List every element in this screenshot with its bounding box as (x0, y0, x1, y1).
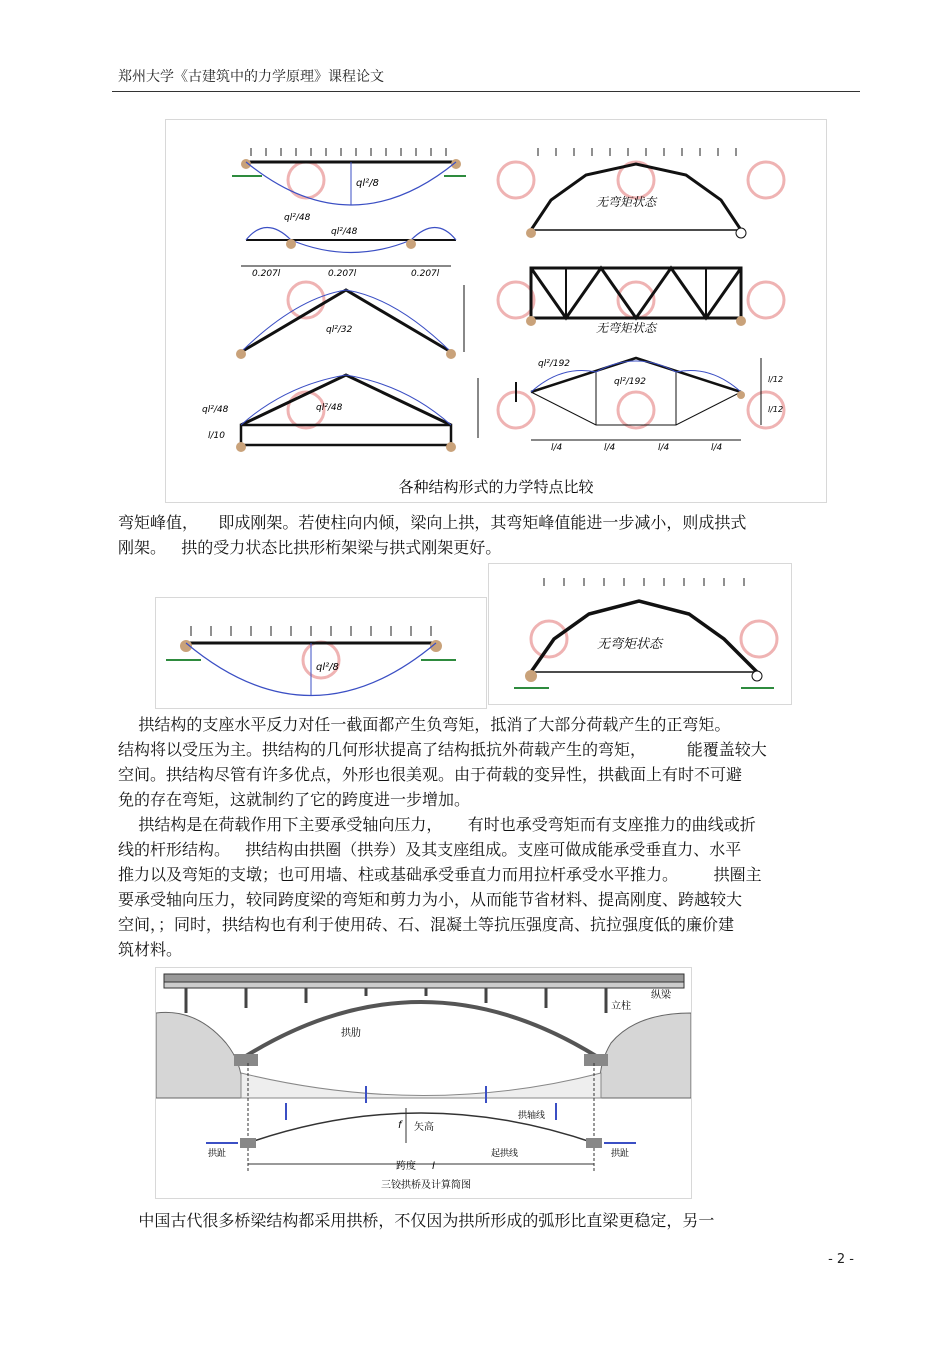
para3-line-1: 中国古代很多桥梁结构都采用拱桥，不仅因为拱所形成的弧形比直梁更稳定，另一 (118, 1211, 715, 1230)
calc-abut-left (240, 1138, 256, 1148)
para2-line-9: 空间，；同时，拱结构也有利于使用砖、石、混凝土等抗压强度高、抗拉强度低的廉价建 (118, 915, 735, 934)
figure-simple-beam (155, 597, 487, 709)
span-label-1: l/4 (551, 443, 563, 453)
continuous-support-right (406, 239, 416, 249)
label-l: l (432, 1161, 435, 1172)
gable-frame (241, 290, 451, 352)
para2-line-5: 拱结构是在荷载作用下主要承受轴向压力， 有时也承受弯矩而有支座推力的曲线或折 (118, 815, 756, 834)
trussed-mid-label: ql²/48 (316, 403, 343, 413)
arch3-no-moment-label: 无弯矩状态 (597, 637, 663, 652)
trussed-frame (241, 375, 451, 425)
page-number: - 2 - (828, 1252, 854, 1267)
para2-line-7: 推力以及弯矩的支墩；也可用墙、柱或基础承受垂直力而用拉杆承受水平推力。 拱圈主 (118, 865, 762, 884)
terrain-left (156, 1012, 242, 1098)
gable-moment-curve (241, 290, 451, 352)
arch-support-left (526, 228, 536, 238)
load-arrows-3 (544, 578, 744, 586)
para2-line-1: 拱结构的支座水平反力对任一截面都产生负弯矩，抵消了大部分荷载产生的正弯矩。 (118, 715, 731, 734)
bridge-deck (164, 974, 684, 982)
arch-diagram (489, 564, 791, 704)
label-stringer: 纵梁 (651, 990, 671, 1001)
figure-structural-comparison (165, 119, 827, 503)
beam-support-right (451, 159, 461, 169)
trussed-support-left (236, 442, 246, 452)
paragraph-arch-structure (118, 712, 863, 962)
riverbed (241, 1073, 601, 1098)
abutment-right (584, 1054, 608, 1066)
trussed-height-label: l/10 (208, 431, 225, 441)
continuous-left-label: ql²/48 (284, 213, 311, 223)
para2-line-6: 线的杆形结构。 拱结构由拱圈（拱券）及其支座组成。支座可做成能承受垂直力、水平 (118, 840, 742, 859)
beam2-moment-label: ql²/8 (316, 662, 339, 673)
abutment-left (234, 1054, 258, 1066)
bridge-stringer (164, 982, 684, 988)
bridge-arch-rib (246, 1002, 596, 1056)
dim-label-2: 0.207l (328, 269, 357, 279)
label-rise: 矢高 (414, 1122, 434, 1133)
load-arrows-2 (191, 626, 431, 636)
label-f: f (398, 1120, 402, 1131)
label-span: 跨度 (396, 1161, 416, 1172)
label-axis: 拱轴线 (518, 1111, 546, 1121)
header-rule (112, 91, 860, 92)
trussed-support-right (446, 442, 456, 452)
figure1-caption: 各种结构形式的力学特点比较 (398, 478, 594, 496)
para2-line-10: 筑材料。 (118, 940, 183, 959)
truss-support-left (526, 316, 536, 326)
calc-abut-right (586, 1138, 602, 1148)
paragraph-rigid-frame (118, 510, 838, 560)
load-arrows-beam (251, 148, 446, 156)
bowstring-height-label-1: l/12 (768, 375, 784, 384)
label-column: 立柱 (611, 1001, 631, 1012)
gable-support-right (446, 349, 456, 359)
truss-no-moment-label: 无弯矩状态 (596, 321, 657, 335)
para2-line-8: 要承受轴向压力，较同跨度梁的弯矩和剪力为小，从而能节省材料、提高刚度、跨越较大 (118, 890, 743, 909)
label-abut-right: 拱趾 (611, 1149, 630, 1159)
arch-support-right (736, 228, 746, 238)
beam-moment-label: ql²/8 (356, 178, 379, 189)
trussed-moment-curve (241, 375, 451, 425)
span-label-3: l/4 (658, 443, 670, 453)
para1-line-1: 弯矩峰值， 即成刚架。若使柱向内倾，梁向上拱，其弯矩峰值能进一步减小，则成拱式 (118, 513, 747, 532)
bowstring-mid-label: ql²/192 (614, 377, 647, 387)
simple-beam-diagram (156, 598, 486, 708)
beam-support-left (241, 159, 251, 169)
bowstring-support-right (737, 391, 745, 399)
paragraph-ancient-bridges (118, 1208, 838, 1233)
load-arrows-arch (538, 148, 736, 156)
bowstring-bottom (531, 392, 741, 425)
bridge-columns (186, 988, 606, 1013)
figure-arch (488, 563, 792, 705)
gable-moment-label: ql²/32 (326, 325, 353, 335)
arch3-support-right (752, 671, 762, 681)
structural-comparison-diagram (166, 120, 826, 502)
truss-web (531, 268, 741, 318)
continuous-mid-label: ql²/48 (331, 227, 358, 237)
dim-label-1: 0.207l (252, 269, 281, 279)
trussed-left-label: ql²/48 (202, 405, 229, 415)
arch-bridge-diagram (156, 968, 691, 1198)
gable-support-left (236, 349, 246, 359)
label-abut-left: 拱趾 (208, 1149, 227, 1159)
label-springing: 起拱线 (491, 1149, 519, 1159)
para2-line-2: 结构将以受压为主。拱结构的几何形状提高了结构抵抗外荷载产生的弯矩， 能覆盖较大 (118, 740, 767, 759)
para2-line-3: 空间。拱结构尽管有许多优点，外形也很美观。由于荷载的变异性，拱截面上有时不可避 (118, 765, 743, 784)
trussed-base (241, 425, 451, 445)
figure-arch-bridge (155, 967, 692, 1199)
figure4-caption: 三铰拱桥及计算简图 (381, 1180, 471, 1191)
arch-no-moment-label: 无弯矩状态 (596, 195, 657, 209)
span-label-4: l/4 (711, 443, 723, 453)
bowstring-left-label: ql²/192 (538, 359, 571, 369)
para1-line-2: 刚架。 拱的受力状态比拱形桁架梁与拱式刚架更好。 (118, 538, 502, 557)
dim-label-3: 0.207l (411, 269, 440, 279)
span-label-2: l/4 (604, 443, 616, 453)
para2-line-4: 免的存在弯矩，这就制约了它的跨度进一步增加。 (118, 790, 471, 809)
truss-support-right (736, 316, 746, 326)
page-header: 郑州大学《古建筑中的力学原理》课程论文 (118, 69, 384, 85)
arch3-support-left (525, 670, 537, 682)
terrain-right (600, 1013, 691, 1098)
label-rib: 拱肋 (341, 1028, 361, 1039)
bowstring-height-label-2: l/12 (768, 405, 784, 414)
continuous-support-left (286, 239, 296, 249)
